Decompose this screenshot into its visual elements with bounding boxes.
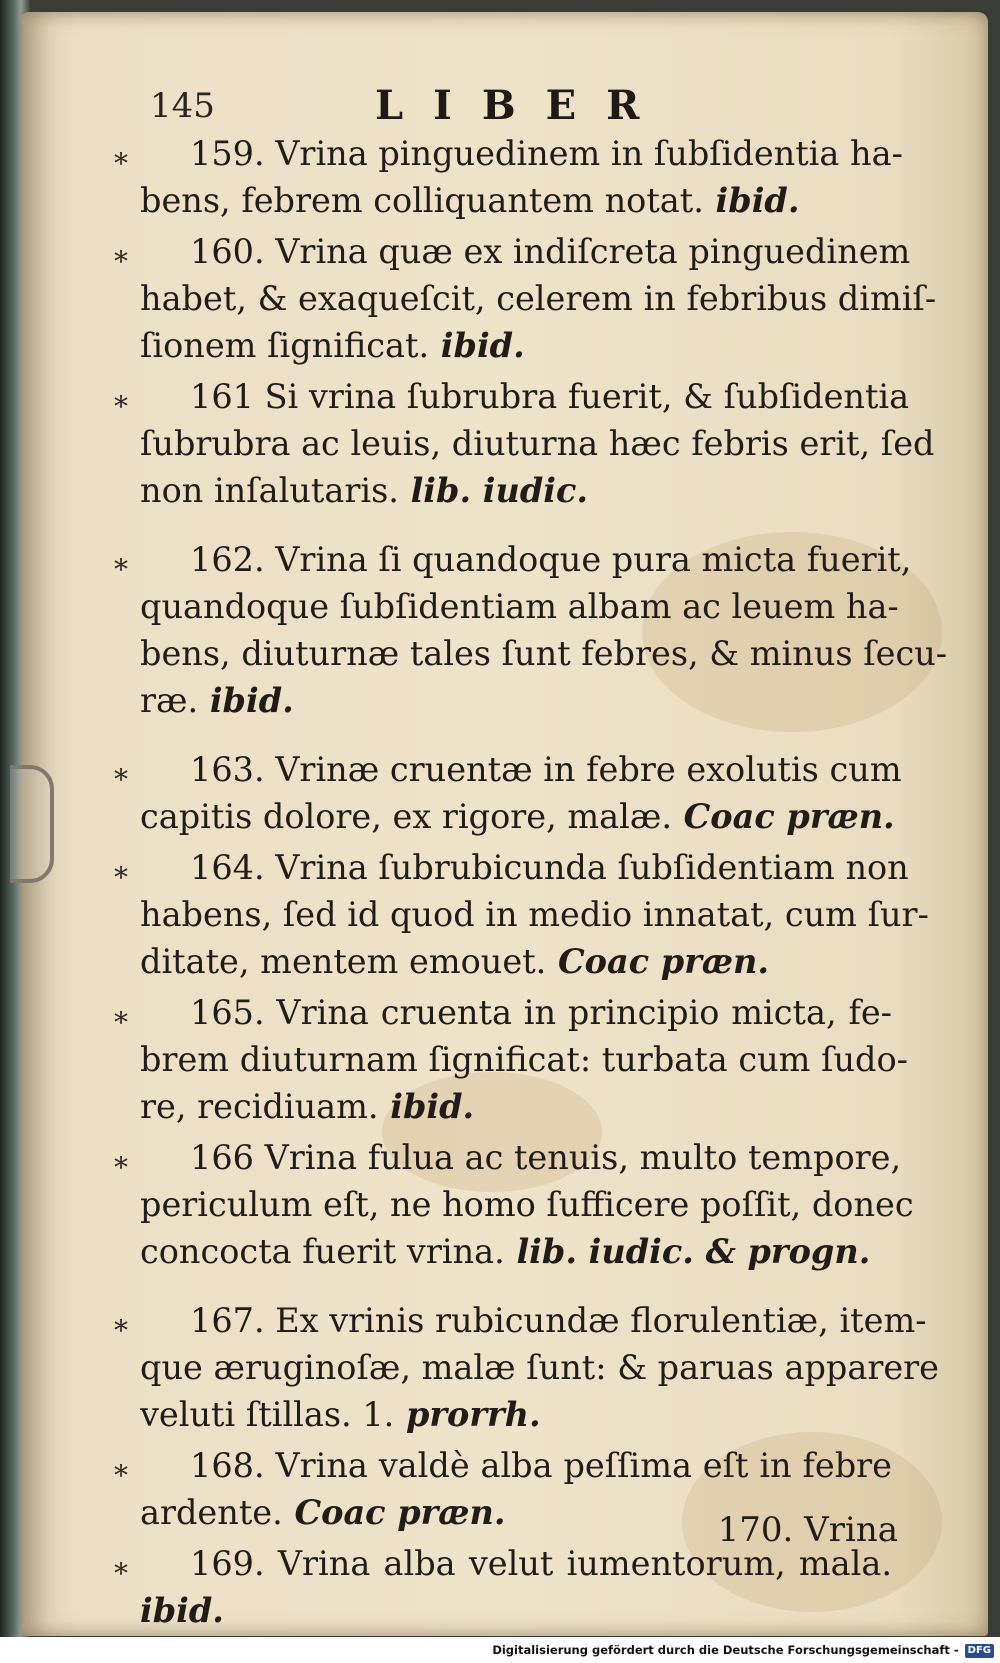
entry-line: 165. Vrina cruenta in principio micta, fe- bbox=[190, 993, 892, 1032]
entry-line: brem diuturnam ſignificat: turbata cum ſudo- bbox=[140, 1040, 908, 1079]
entry-line: quandoque ſubſidentiam albam ac leuem ha- bbox=[140, 587, 899, 626]
citation: ibid. bbox=[703, 181, 800, 220]
asterisk-marker: * bbox=[114, 245, 128, 278]
entry-line: 161 Si vrina ſubrubra fuerit, & ſubſidentia bbox=[190, 377, 910, 416]
asterisk-marker: * bbox=[114, 1006, 128, 1039]
text-body bbox=[114, 130, 948, 1634]
entry-line: que æruginoſæ, malæ ſunt: & paruas apparere bbox=[140, 1348, 939, 1387]
aphorism-entry bbox=[114, 989, 908, 1130]
aphorism-entry bbox=[114, 130, 903, 224]
entry-line: 163. Vrinæ cruentæ in febre exolutis cum bbox=[190, 750, 902, 789]
citation: ibid. bbox=[429, 326, 525, 365]
asterisk-marker: * bbox=[114, 1314, 128, 1347]
entry-line: 164. Vrina ſubrubicunda ſubſidentiam non bbox=[190, 848, 909, 887]
entry-line: concocta fuerit vrina. lib. iudic. & progn. bbox=[140, 1232, 871, 1271]
aphorism-entry bbox=[114, 746, 902, 840]
footer-text: Digitalisierung gefördert durch die Deutsche Forschungsgemeinschaft - bbox=[492, 1643, 959, 1657]
page-number: 145 bbox=[150, 86, 215, 126]
aphorism-entry bbox=[114, 1297, 939, 1438]
catchword: 170. Vrina bbox=[717, 1510, 898, 1550]
entry-line: periculum eſt, ne homo ſufficere poſſit, donec bbox=[140, 1185, 914, 1224]
asterisk-marker: * bbox=[114, 1151, 128, 1184]
entry-line: non inſalutaris. lib. iudic. bbox=[140, 471, 589, 510]
asterisk-marker: * bbox=[114, 1557, 128, 1590]
asterisk-marker: * bbox=[114, 1459, 128, 1492]
entry-line: ſionem ſignificat. ibid. bbox=[140, 326, 525, 365]
clasp-mark bbox=[10, 765, 54, 883]
aphorism-entry bbox=[114, 373, 935, 514]
entry-line: ræ. ibid. bbox=[140, 681, 294, 720]
entry-line: bens, febrem colliquantem notat. ibid. bbox=[140, 181, 800, 220]
dfg-logo-icon: DFG bbox=[965, 1644, 994, 1658]
entry-line: 169. Vrina alba velut iumentorum, mala. bbox=[190, 1544, 892, 1583]
citation: ibid. bbox=[140, 1591, 224, 1630]
asterisk-marker: * bbox=[114, 553, 128, 586]
asterisk-marker: * bbox=[114, 390, 128, 423]
aphorism-entry bbox=[114, 228, 937, 369]
citation: ibid. bbox=[378, 1087, 475, 1126]
citation: ibid. bbox=[198, 681, 294, 720]
citation: prorrh. bbox=[394, 1395, 541, 1434]
citation: lib. iudic. bbox=[398, 471, 589, 510]
citation: Coac præn. bbox=[546, 942, 770, 981]
entry-line: bens, diuturnæ tales ſunt febres, & minus ſecu- bbox=[140, 634, 948, 673]
entry-line: 168. Vrina valdè alba peſſima eſt in febre bbox=[190, 1446, 892, 1485]
asterisk-marker: * bbox=[114, 861, 128, 894]
entry-line: habens, ſed id quod in medio innatat, cum ſur- bbox=[140, 895, 929, 934]
aphorism-entry bbox=[114, 536, 948, 724]
aphorism-entry bbox=[114, 1134, 914, 1275]
entry-line: ditate, mentem emouet. Coac præn. bbox=[140, 942, 770, 981]
entry-line bbox=[140, 1587, 892, 1634]
citation: Coac præn. bbox=[671, 797, 895, 836]
entry-line: habet, & exaqueſcit, celerem in febribus dimiſ- bbox=[140, 279, 937, 318]
entry-line: 159. Vrina pinguedinem in ſubſidentia ha- bbox=[190, 134, 903, 173]
entry-line: 167. Ex vrinis rubicundæ florulentiæ, item- bbox=[190, 1301, 927, 1340]
citation: lib. iudic. & progn. bbox=[504, 1232, 871, 1271]
aphorism-entry bbox=[114, 844, 929, 985]
asterisk-marker: * bbox=[114, 763, 128, 796]
entry-line: capitis dolore, ex rigore, malæ. Coac præn. bbox=[140, 797, 895, 836]
entry-line: re, recidiuam. ibid. bbox=[140, 1087, 475, 1126]
entry-line: veluti ſtillas. 1. prorrh. bbox=[140, 1395, 541, 1434]
digitization-footer bbox=[0, 1637, 1000, 1663]
entry-line: 166 Vrina fulua ac tenuis, multo tempore, bbox=[190, 1138, 902, 1177]
citation: Coac præn. bbox=[282, 1493, 506, 1532]
running-title: LIBER bbox=[375, 82, 670, 129]
entry-line: ſubrubra ac leuis, diuturna hæc febris erit, ſed bbox=[140, 424, 935, 463]
entry-line: ardente. Coac præn. bbox=[140, 1493, 506, 1532]
asterisk-marker: * bbox=[114, 147, 128, 180]
entry-line: 160. Vrina quæ ex indiſcreta pinguedinem bbox=[190, 232, 911, 271]
entry-line: 162. Vrina ſi quandoque pura micta fuerit, bbox=[190, 540, 912, 579]
aphorism-entry bbox=[114, 1540, 892, 1634]
